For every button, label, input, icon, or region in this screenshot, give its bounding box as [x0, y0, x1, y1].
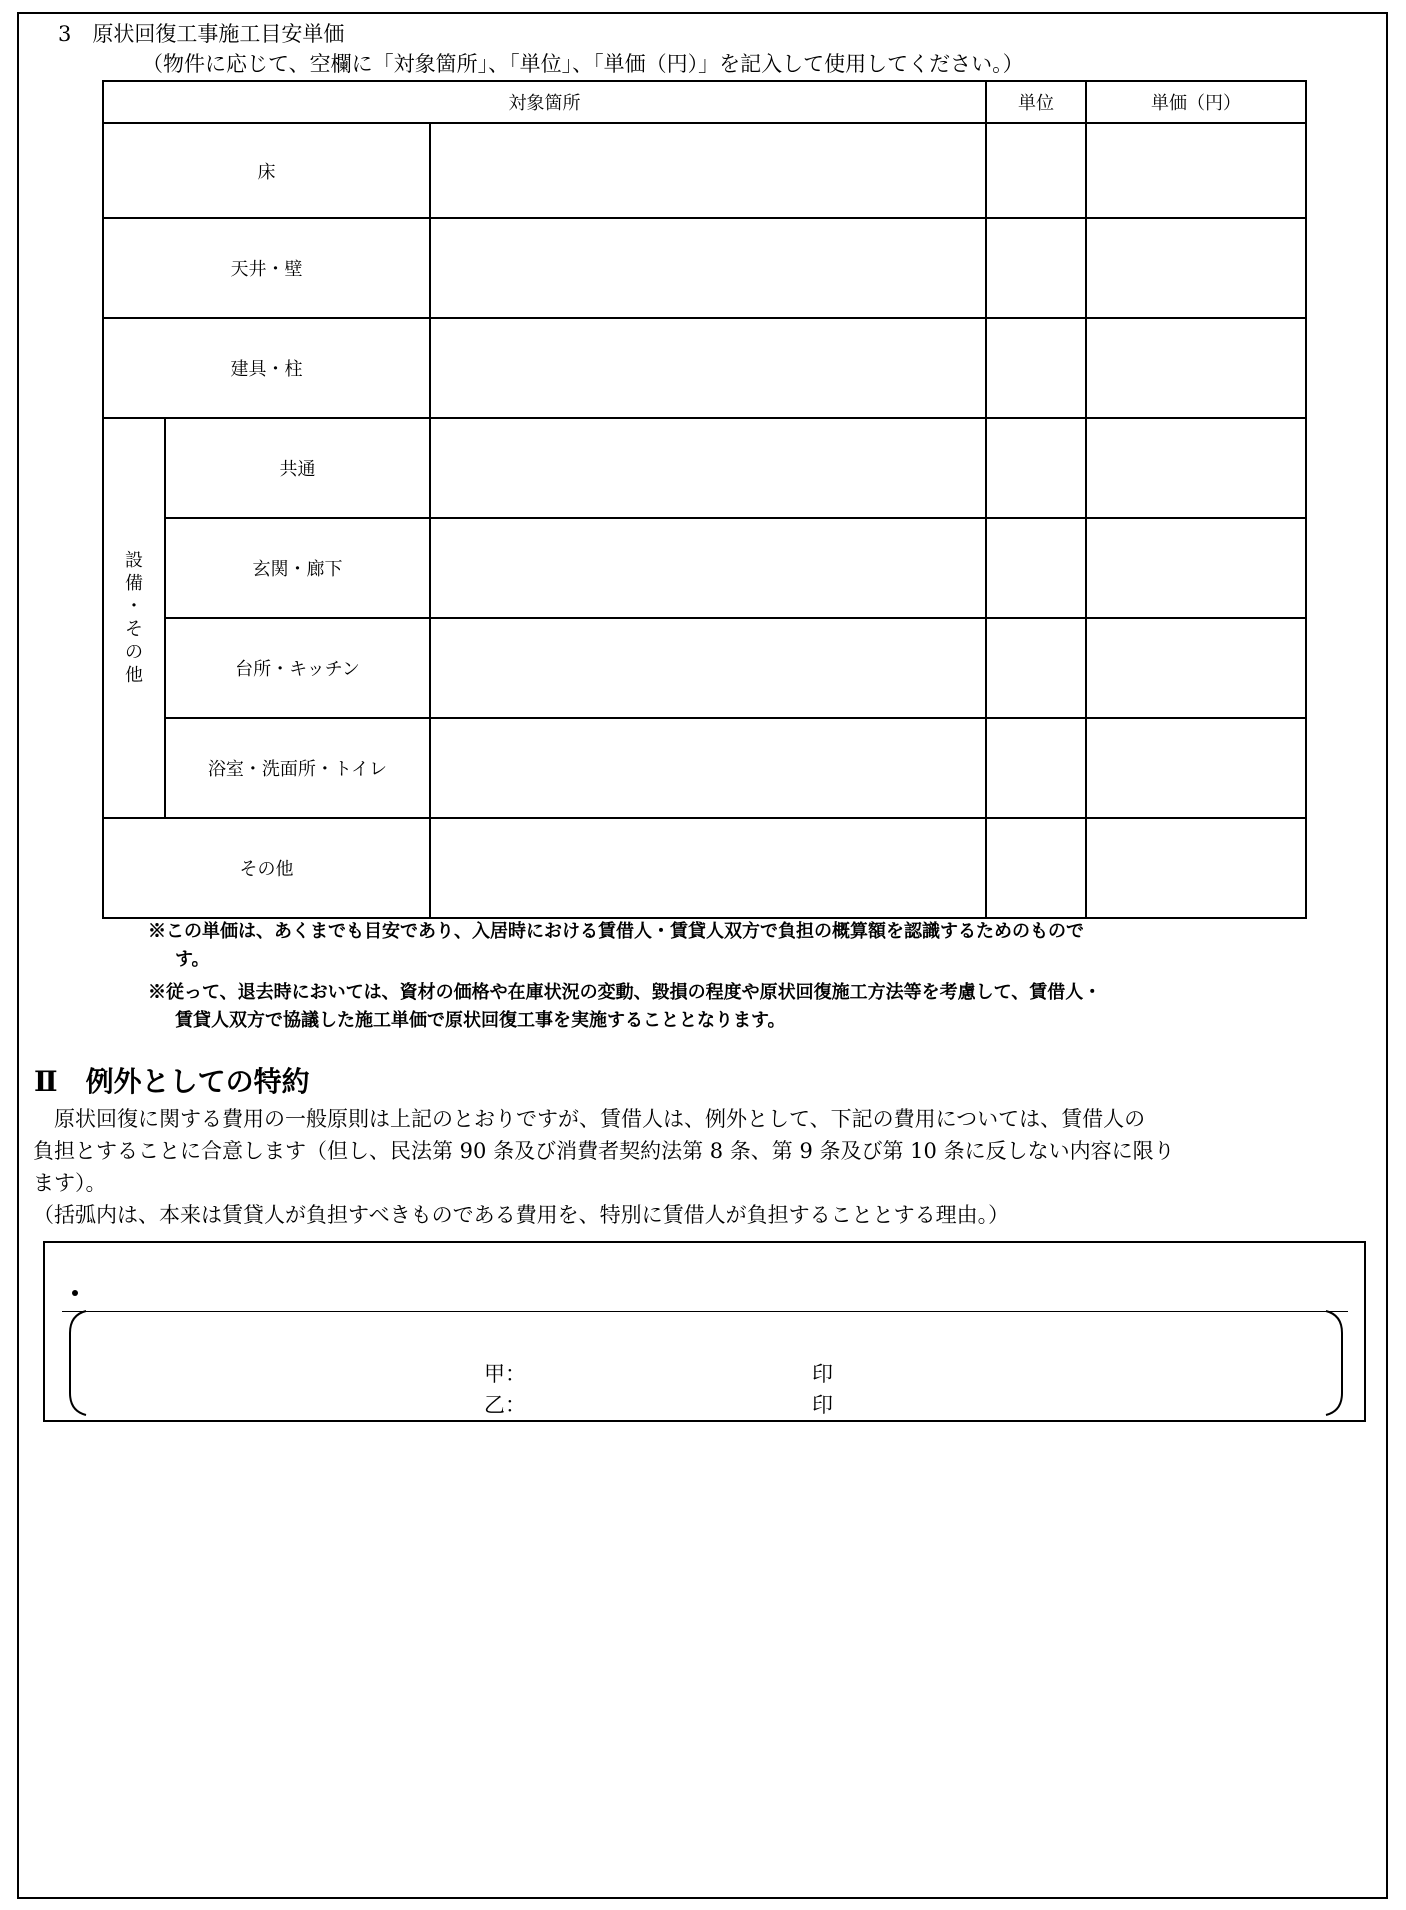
- bullet-dot: [72, 1290, 78, 1296]
- signature-rule: [62, 1311, 1348, 1312]
- table-row: [103, 218, 1306, 318]
- price-cell[interactable]: [1086, 318, 1306, 418]
- note-2-line-1: ※従って、退去時においては、資材の価格や在庫状況の変動、毀損の程度や原状回復施工方法等を考慮して、賃借人・: [148, 982, 1102, 1003]
- section-3-heading: 3 原状回復工事施工目安単価: [58, 22, 345, 46]
- left-bracket-icon: [64, 1307, 90, 1419]
- unit-cell[interactable]: [986, 318, 1086, 418]
- row-label-bath-toilet: 浴室・洗面所・トイレ: [165, 718, 430, 818]
- price-cell[interactable]: [1086, 218, 1306, 318]
- target-cell[interactable]: [430, 518, 986, 618]
- table-row: [103, 818, 1306, 918]
- section-2-paragraph-line-4: （括弧内は、本来は賃貸人が負担すべきものである費用を、特別に賃借人が負担することとする理由。）: [33, 1203, 1010, 1227]
- party-a-seal: 印: [812, 1362, 833, 1386]
- table-row: [103, 418, 1306, 518]
- row-label-ceiling-wall: 天井・壁: [103, 218, 430, 318]
- unit-cell[interactable]: [986, 218, 1086, 318]
- price-cell[interactable]: [1086, 818, 1306, 918]
- table-row: [103, 718, 1306, 818]
- price-cell[interactable]: [1086, 618, 1306, 718]
- row-label-kitchen: 台所・キッチン: [165, 618, 430, 718]
- price-cell[interactable]: [1086, 123, 1306, 218]
- party-a-label: 甲：: [484, 1362, 526, 1386]
- unit-cell[interactable]: [986, 518, 1086, 618]
- special-terms-box[interactable]: [43, 1241, 1366, 1422]
- row-label-other: その他: [103, 818, 430, 918]
- header-target: 対象箇所: [103, 81, 986, 123]
- row-label-floor: 床: [103, 123, 430, 218]
- section-2-paragraph-line-2: 負担とすることに合意します（但し、民法第 90 条及び消費者契約法第 8 条、第 9 条及び第 10 条に反しない内容に限り: [33, 1139, 1175, 1163]
- unit-cell[interactable]: [986, 818, 1086, 918]
- party-b-label: 乙：: [484, 1393, 526, 1417]
- target-cell[interactable]: [430, 818, 986, 918]
- party-b-seal: 印: [812, 1393, 833, 1417]
- target-cell[interactable]: [430, 218, 986, 318]
- target-cell[interactable]: [430, 318, 986, 418]
- table-row: [103, 518, 1306, 618]
- unit-cell[interactable]: [986, 718, 1086, 818]
- group-label-equipment: 設 備 ・ そ の 他: [103, 418, 165, 818]
- target-cell[interactable]: [430, 123, 986, 218]
- price-cell[interactable]: [1086, 418, 1306, 518]
- target-cell[interactable]: [430, 618, 986, 718]
- header-unit: 単位: [986, 81, 1086, 123]
- section-3-instructions: （物件に応じて、空欄に「対象箇所」、「単位」、「単価（円）」を記入して使用してください。）: [142, 52, 1024, 76]
- price-cell[interactable]: [1086, 518, 1306, 618]
- note-2-line-2: 賃貸人双方で協議した施工単価で原状回復工事を実施することとなります。: [175, 1010, 786, 1031]
- note-1-line-1: ※この単価は、あくまでも目安であり、入居時における賃借人・賃貸人双方で負担の概算額を認識するためのもので: [148, 921, 1084, 942]
- table-row: [103, 318, 1306, 418]
- price-cell[interactable]: [1086, 718, 1306, 818]
- unit-cell[interactable]: [986, 418, 1086, 518]
- target-cell[interactable]: [430, 718, 986, 818]
- right-bracket-icon: [1322, 1307, 1348, 1419]
- section-2-heading: Ⅱ 例外としての特約: [34, 1065, 310, 1098]
- section-2-paragraph-line-1: 原状回復に関する費用の一般原則は上記のとおりですが、賃借人は、例外として、下記の費用については、賃借人の: [33, 1107, 1146, 1131]
- table-row: [103, 123, 1306, 218]
- row-label-common: 共通: [165, 418, 430, 518]
- unit-cell[interactable]: [986, 123, 1086, 218]
- unit-cell[interactable]: [986, 618, 1086, 718]
- section-2-paragraph-line-3: ます）。: [33, 1171, 107, 1195]
- row-label-fittings-pillar: 建具・柱: [103, 318, 430, 418]
- target-cell[interactable]: [430, 418, 986, 518]
- cost-table: [102, 80, 1307, 919]
- note-1-line-2: す。: [175, 949, 210, 970]
- table-row: [103, 618, 1306, 718]
- header-price: 単価（円）: [1086, 81, 1306, 123]
- row-label-entrance-hall: 玄関・廊下: [165, 518, 430, 618]
